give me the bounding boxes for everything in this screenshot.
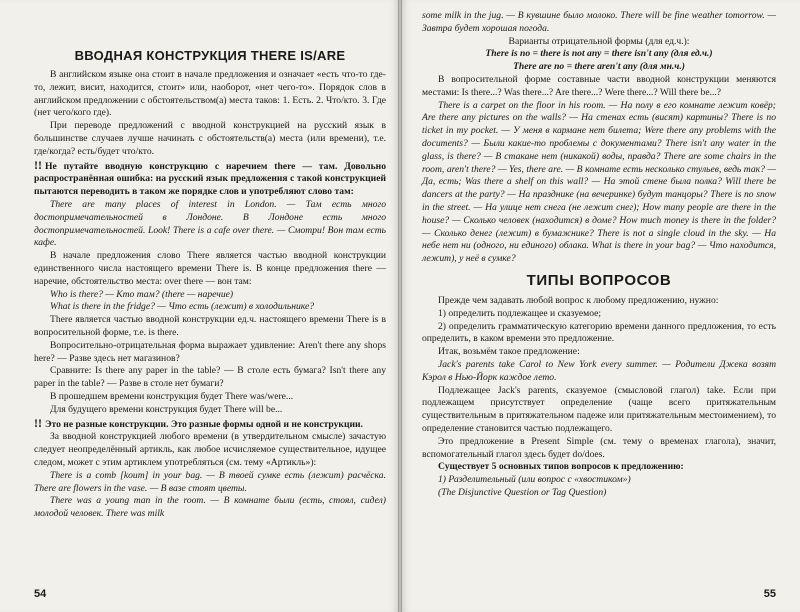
example-block: There is a carpet on the floor in his room. — На полу в его комнате лежит ковёр; Are there any pictures on the walls? — На стенах есть (висят) картины? There is no ticket in my pocket. — У меня в кармане нет билета; Were there any problems with the documents? — Были какие-то проблемы с документами? There isn't any water in the glass, is there? — В стакане нет (никакой) воды, правда? There are some chairs in the room, aren't there? — Yes, there are. — В комнате есть несколько стульев, ведь так? — Да, есть; Was there a shelf on this wall? — На этой стене была полка? Will there be dancers at the party? — На празднике (на вечеринке) будут танцоры? There is no snow in the street. — На улице нет снега (не лежит снег); How many people are there in the house? — Сколько человек (находится) в доме? How much money is there in the folder? — Сколько денег (лежит) в бумажнике? There is not a single cloud in the sky. — На небе нет ни (одного, ни единого) облака. What is there in your bag? — Что находится, лежит), у неё в сумке? bbox=[422, 99, 776, 265]
warning-icon: !! bbox=[34, 157, 42, 172]
paragraph: В вопросительной форме составные части вводной конструкции меняются местами: Is there...? Was there...? Are there...? Were there...? Will there be...? bbox=[422, 73, 776, 98]
paragraph: Подлежащее Jack's parents, сказуемое (смысловой глагол) take. Если при подлежащем присутствует определение (чаще всего притяжательным существительным в притяжательном падеже или притяжательным местоимением), то определение становится частью подлежащего. bbox=[422, 384, 776, 434]
paragraph: Для будущего времени конструкция будет There will be... bbox=[50, 403, 283, 415]
paragraph: В английском языке она стоит в начале предложения и означает «есть что-то где-то, лежит, висит, находится, стоит» или, наоборот, «нет чего-то». Порядок слов в английском предложении с обстоятельством(а) места таков: 1. Есть. 2. Что/кто. 3. Где (нет чего/кого где). bbox=[34, 69, 386, 119]
paragraph: При переводе предложений с вводной конструкцией на русский язык в большинстве случаев лучше начинать с обстоятельств(а) места (или времени), т.е. где/когда? есть/будет что/кто. bbox=[34, 120, 386, 157]
warning-text: Не путайте вводную конструкцию с наречием there — там. Довольно распространённая ошибка: на русский язык предложения с такой конструкцией пытаются переводить в таком же порядке слов и употребляют слово там: bbox=[34, 160, 386, 198]
section-title: ТИПЫ ВОПРОСОВ bbox=[526, 271, 672, 289]
example-block: There are many places of interest in London. — Там есть много достопримечательностей в Лондоне. В Лондоне есть много достопримечательностей. Look! There is a cafe over there. — Смотри! Вон там есть кафе. bbox=[34, 198, 386, 249]
paragraph: Существует 5 основных типов вопросов к предложению: bbox=[438, 461, 684, 473]
list-item: 1) Разделительный (или вопрос с «хвостиком») bbox=[438, 474, 631, 486]
warning-note bbox=[34, 159, 386, 199]
paragraph: Прежде чем задавать любой вопрос к любому предложению, нужно: bbox=[438, 294, 719, 306]
negative-form: There is no = there is not any = there isn't any (для ед.ч.) bbox=[485, 48, 713, 60]
paragraph: Итак, возьмём такое предложение: bbox=[438, 346, 580, 358]
example-block: There was a young man in the room. — В комнате были (есть, стоял, сидел) молодой человек. There was milk bbox=[34, 495, 386, 520]
right-page bbox=[400, 0, 800, 612]
paragraph: Вопросительно-отрицательная форма выражает удивление: Aren't there any shops here? — Разве здесь нет магазинов? bbox=[34, 339, 386, 364]
negative-form: There are no = there aren't any (для мн.ч.) bbox=[513, 61, 685, 73]
book-spine bbox=[398, 0, 402, 612]
paragraph: В прошедшем времени конструкция будет There was/were... bbox=[50, 390, 294, 402]
list-item: 2) определить грамматическую категорию времени данного предложения, то есть определить, в каком времени это предложение. bbox=[422, 320, 776, 345]
example-block: Jack's parents take Carol to New York every summer. — Родители Джека возят Кэрол в Нью-Йорк каждое лето. bbox=[422, 358, 776, 383]
paragraph: За вводной конструкцией любого времени (в утвердительном смысле) зачастую следует неопределённый артикль, как любое исчисляемое существительное, идущее следом, может с этим артиклем употребляться (см. тему «Артикль»): bbox=[34, 431, 386, 468]
list-item: (The Disjunctive Question or Tag Question) bbox=[438, 486, 607, 498]
paragraph: There является частью вводной конструкции ед.ч. настоящего времени There is в вопросительной форме, т.е. is there. bbox=[34, 314, 386, 338]
paragraph: Варианты отрицательной формы (для ед.ч.): bbox=[508, 35, 690, 47]
paragraph: Сравните: Is there any paper in the table? — В столе есть бумага? Isn't there any paper in the table? — Разве в столе нет бумаги? bbox=[34, 365, 386, 390]
warning-text: Это не разные конструкции. Это разные формы одной и не конструкции. bbox=[45, 418, 363, 430]
example-line: What is there in the fridge? — Что есть (лежит) в холодильнике? bbox=[50, 301, 315, 313]
section-title: ВВОДНАЯ КОНСТРУКЦИЯ THERE IS/ARE bbox=[74, 48, 346, 63]
warning-icon: !! bbox=[34, 415, 42, 430]
paragraph: Это предложение в Present Simple (см. тему о временах глагола), значит, вспомогательный глагол здесь будет do/does. bbox=[422, 435, 776, 460]
page-number: 55 bbox=[763, 588, 776, 600]
list-item: 1) определить подлежащее и сказуемое; bbox=[438, 307, 602, 319]
example-block: some milk in the jug. — В кувшине было молоко. There will be fine weather tomorrow. — Завтра будет хорошая погода. bbox=[422, 10, 776, 34]
warning-note bbox=[34, 417, 386, 432]
paragraph: В начале предложения слово There является частью вводной конструкции единственного числа настоящего времени There is. В конце предложения there — наречие, обстоятельство места: over there — вон там: bbox=[34, 250, 386, 287]
example-block: There is a comb [koum] in your bag. — В твоей сумке есть (лежит) расчёска. There are flowers in the vase. — В вазе стоят цветы. bbox=[34, 469, 386, 494]
example-line: Who is there? — Кто там? (there — наречие) bbox=[50, 288, 234, 300]
page-number: 54 bbox=[34, 588, 47, 600]
